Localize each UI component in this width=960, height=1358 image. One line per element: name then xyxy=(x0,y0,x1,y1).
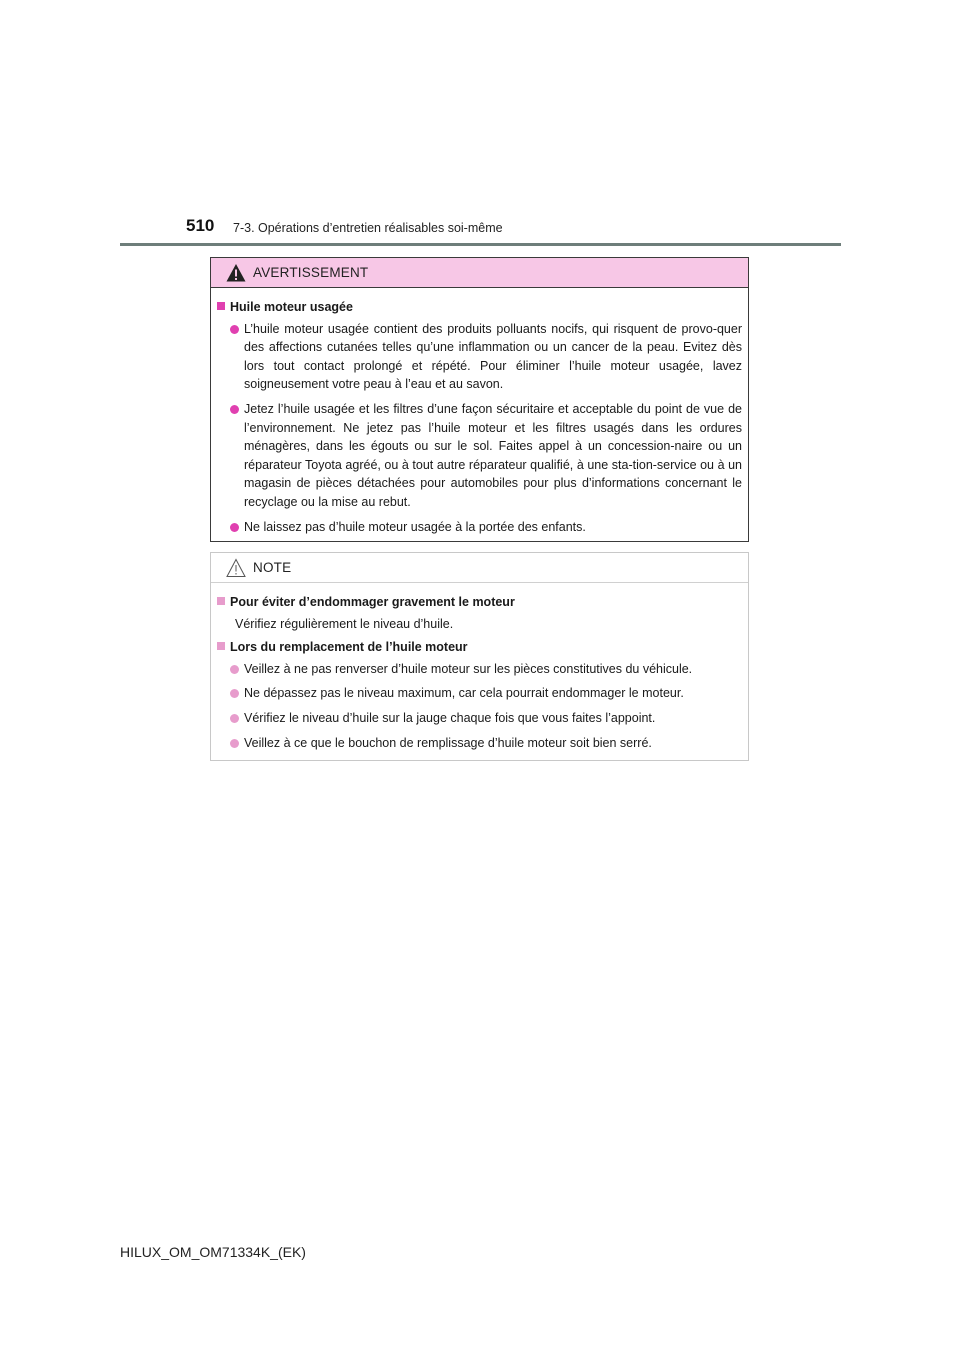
dot-bullet-icon xyxy=(230,665,239,674)
square-bullet-icon xyxy=(217,597,225,605)
list-item xyxy=(230,709,742,728)
note-body xyxy=(211,583,748,752)
header-rule xyxy=(120,243,841,246)
list-item xyxy=(230,400,742,512)
list-item xyxy=(230,684,742,703)
list-item-text: Jetez l’huile usagée et les filtres d’une façon sécuritaire et acceptable du point de vue de l’environnement. Ne jetez pas l’huile moteur et les filtres usagés dans les ordures ménagères, dans les égouts ou sur le sol. Faites appel à un concession-naire ou un réparateur Toyota agréé, ou à tout autre réparateur qualifié, à une sta-tion-service ou à un magasin de pièces détachées pour automobiles pour plus d’informations concernant le recyclage ou la mise au rebut. xyxy=(244,401,742,509)
note-topic-1 xyxy=(217,593,742,612)
section-title: 7-3. Opérations d’entretien réalisables soi-même xyxy=(233,221,503,235)
note-topic-2 xyxy=(217,638,742,657)
dot-bullet-icon xyxy=(230,739,239,748)
warning-body xyxy=(211,288,748,536)
dot-bullet-icon xyxy=(230,689,239,698)
warning-topic xyxy=(217,298,742,317)
note-topic-2-label: Lors du remplacement de l’huile moteur xyxy=(230,640,468,655)
list-item-text: Vérifiez le niveau d’huile sur la jauge chaque fois que vous faites l’appoint. xyxy=(244,710,656,725)
list-item-text: Veillez à ne pas renverser d’huile moteur sur les pièces constitutives du véhicule. xyxy=(244,661,693,676)
square-bullet-icon xyxy=(217,642,225,650)
list-item-text: Ne laissez pas d’huile moteur usagée à la portée des enfants. xyxy=(244,519,586,534)
list-item-text: Veillez à ce que le bouchon de remplissage d’huile moteur soit bien serré. xyxy=(244,735,652,750)
list-item-text: L’huile moteur usagée contient des produits polluants nocifs, qui risquent de provo-quer des affections cutanées telles qu’une inflammation ou un cancer de la peau. Evitez dès lors tout contact prolongé et répété. Pour éliminer l’huile moteur usagée, lavez soigneusement votre peau à l’eau et au savon. xyxy=(244,321,742,392)
warning-topic-label: Huile moteur usagée xyxy=(230,300,353,314)
square-bullet-icon xyxy=(217,302,225,310)
warning-title: AVERTISSEMENT xyxy=(253,265,369,280)
dot-bullet-icon xyxy=(230,405,239,414)
note-title: NOTE xyxy=(253,560,292,575)
dot-bullet-icon xyxy=(230,523,239,532)
warning-box xyxy=(210,257,749,542)
note-topic-1-label: Pour éviter d’endommager gravement le moteur xyxy=(230,595,515,609)
note-topic-1-text: Vérifiez régulièrement le niveau d’huile. xyxy=(235,616,454,631)
warning-header xyxy=(211,258,748,288)
caution-outline-icon xyxy=(226,558,246,578)
note-box xyxy=(210,552,749,761)
warning-icon xyxy=(226,263,246,283)
list-item xyxy=(230,320,742,394)
note-header xyxy=(211,553,748,583)
list-item xyxy=(230,734,742,753)
list-item xyxy=(230,660,742,679)
dot-bullet-icon xyxy=(230,325,239,334)
dot-bullet-icon xyxy=(230,714,239,723)
list-item xyxy=(230,518,742,537)
document-code: HILUX_OM_OM71334K_(EK) xyxy=(120,1244,306,1260)
list-item-text: Ne dépassez pas le niveau maximum, car cela pourrait endommager le moteur. xyxy=(244,686,684,701)
page-number: 510 xyxy=(186,216,215,235)
